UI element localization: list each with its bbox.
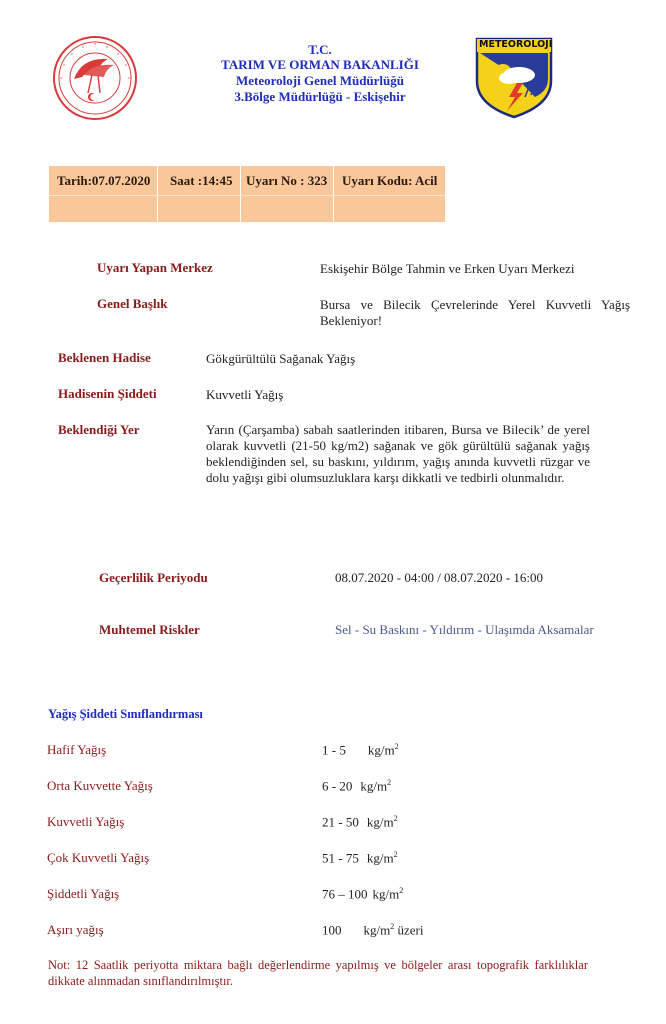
- class-row-name: Hafif Yağış: [47, 742, 107, 757]
- ministry-logo: [52, 35, 138, 121]
- risks-value: Sel - Su Baskını - Yıldırım - Ulaşımda Aksamalar: [335, 622, 594, 637]
- severity-label: Hadisenin Şiddeti: [58, 386, 157, 401]
- header-ministry: TARIM VE ORMAN BAKANLIĞI: [221, 57, 419, 72]
- class-row-value: 100 $kg/m^2$ üzeri: [322, 922, 424, 938]
- event-label: Beklenen Hadise: [58, 350, 151, 365]
- event-value: Gökgürültülü Sağanak Yağış: [206, 351, 356, 366]
- center-label: Uyarı Yapan Merkez: [97, 260, 213, 275]
- class-row-value: 51 - 75 $kg/m^2$: [322, 850, 398, 866]
- place-label: Beklendiği Yer: [58, 422, 140, 437]
- class-row-value: 76 – 100 $kg/m^2$: [322, 886, 404, 902]
- classification-title: Yağış Şiddeti Sınıflandırması: [48, 707, 203, 721]
- validity-value: 08.07.2020 - 04:00 / 08.07.2020 - 16:00: [335, 570, 543, 585]
- banner-warning-no: Uyarı No : 323: [246, 173, 328, 188]
- severity-value: Kuvvetli Yağış: [206, 387, 284, 402]
- banner-date: Tarih:07.07.2020: [57, 173, 151, 188]
- title-value: Bursa ve Bilecik Çevrelerinde Yerel Kuvvetli Yağış Bekleniyor!: [320, 297, 630, 328]
- class-row-name: Şiddetli Yağış: [47, 886, 120, 901]
- header-tc: T.C.: [308, 42, 332, 57]
- class-row-name: Kuvvetli Yağış: [47, 814, 125, 829]
- ministry-seal-icon: [52, 35, 138, 121]
- meteoroloji-logo: [473, 35, 555, 119]
- class-row-name: Çok Kuvvetli Yağış: [47, 850, 150, 865]
- footnote: Not: 12 Saatlik periyotta miktara bağlı değerlendirme yapılmış ve bölgeler arası topografik farklılıklar dikkate alınmadan sınıflandırılmıştır.: [48, 958, 588, 988]
- meteoroloji-logo-text: METEOROLOJİ: [479, 39, 553, 50]
- header-regional: 3.Bölge Müdürlüğü - Eskişehir: [234, 89, 406, 104]
- center-value: Eskişehir Bölge Tahmin ve Erken Uyarı Merkezi: [320, 261, 575, 276]
- place-value: Yarın (Çarşamba) sabah saatlerinden itibaren, Bursa ve Bilecik’ de yerel olarak kuvvetli (21-50 kg/m2) sağanak ve gök gürültülü sağanak yağış beklendiğinden sel, su baskını, yıldırım, yağış anında kuvvetli rüzgar ve dolu yağışı gibi olumsuzluklara karşı dikkatli ve tedbirli olunmalıdır.: [206, 422, 590, 485]
- validity-label: Geçerlilik Periyodu: [99, 570, 208, 585]
- banner-warning-code: Uyarı Kodu: Acil: [342, 173, 438, 188]
- warning-banner: [49, 166, 445, 222]
- header-directorate: Meteoroloji Genel Müdürlüğü: [235, 73, 405, 88]
- class-row-value: 1 - 5 $kg/m^2$: [322, 742, 399, 758]
- risks-label: Muhtemel Riskler: [99, 622, 200, 637]
- title-label: Genel Başlık: [97, 296, 168, 311]
- class-row-name: Orta Kuvvette Yağış: [47, 778, 153, 793]
- class-row-name: Aşırı yağış: [47, 922, 104, 937]
- banner-time: Saat :14:45: [170, 173, 233, 188]
- class-row-value: 6 - 20 $kg/m^2$: [322, 778, 392, 794]
- class-row-value: 21 - 50 $kg/m^2$: [322, 814, 398, 830]
